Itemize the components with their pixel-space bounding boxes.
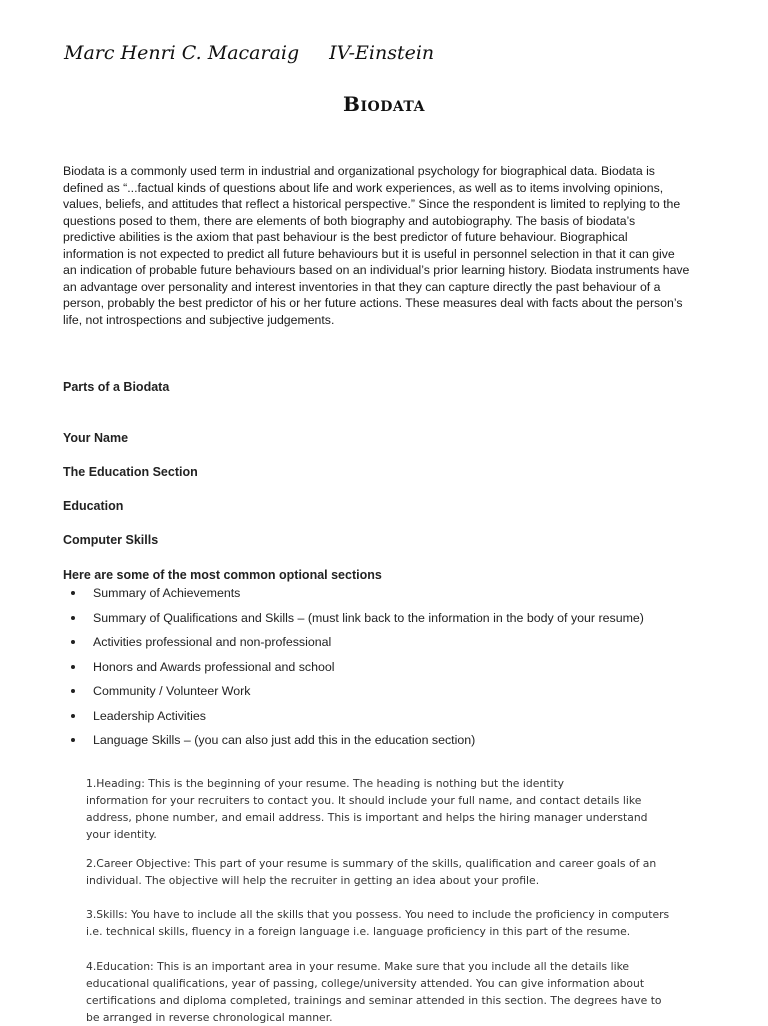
list-item [63, 634, 644, 659]
class-section: IV-Einstein [329, 42, 435, 64]
list-item-text: Language Skills – (you can also just add this in the education section) [93, 733, 476, 747]
intro-line: person, probably the best predictor of his or her future actions. These measures deal with facts about the person’s [63, 296, 683, 310]
heading-paragraph [86, 775, 726, 843]
intro-line: an advantage over personality and interest inventories in that they can capture directly the past behaviour of a [63, 279, 661, 294]
author-line [64, 42, 434, 64]
list-item-text: Summary of Achievements [93, 586, 241, 600]
bullet-icon [71, 640, 75, 644]
author-name: Marc Henri C. Macaraig [64, 42, 300, 64]
list-item [63, 610, 644, 635]
paragraph-line: educational qualifications, year of passing, college/university attended. You can give information about [86, 977, 645, 990]
list-item-text: Community / Volunteer Work [93, 684, 251, 698]
optional-sections-heading: Here are some of the most common optional sections [63, 568, 382, 582]
parts-heading: Parts of a Biodata [63, 380, 170, 394]
bullet-icon [71, 591, 75, 595]
intro-line: life, not introspections and subjective judgements. [63, 312, 335, 327]
bullet-icon [71, 616, 75, 620]
list-item-text: Activities professional and non-professional [93, 635, 332, 649]
bullet-icon [71, 689, 75, 693]
paragraph-line: be arranged in reverse chronological manner. [86, 1011, 333, 1024]
intro-line: predictive abilities is the axiom that past behaviour is the best predictor of future behaviour. Biographical [63, 230, 628, 244]
list-item [63, 585, 644, 610]
computer-skills-heading: Computer Skills [63, 533, 159, 547]
intro-line: questions posed to them, there are elements of both biography and autobiography. The basis of biodata’s [63, 213, 636, 228]
intro-line: defined as “...factual kinds of questions about life and work experiences, as well as to items involving opinions, [63, 180, 664, 195]
paragraph-line: 2.Career Objective: This part of your resume is summary of the skills, qualification and career goals of an [86, 857, 657, 870]
list-item-text: Summary of Qualifications and Skills – (must link back to the information in the body of your resume) [93, 610, 644, 625]
intro-paragraph [63, 163, 703, 328]
paragraph-line: address, phone number, and email address. This is important and helps the hiring manager understand [86, 811, 648, 824]
paragraph-line: 4.Education: This is an important area in your resume. Make sure that you include all the details like [86, 960, 630, 973]
intro-line: Biodata is a commonly used term in industrial and organizational psychology for biographical data. Biodata is [63, 164, 655, 178]
skills-paragraph [86, 906, 726, 940]
paragraph-line: 3.Skills: You have to include all the skills that you possess. You need to include the proficiency in computers [86, 908, 670, 921]
bullet-icon [71, 714, 75, 718]
career-objective-paragraph [86, 855, 726, 889]
education-heading: Education [63, 499, 124, 513]
paragraph-line: 1.Heading: This is the beginning of your resume. The heading is nothing but the identity [86, 777, 565, 790]
bullet-icon [71, 665, 75, 669]
paragraph-line: information for your recruiters to contact you. It should include your full name, and contact details like [86, 794, 642, 807]
paragraph-line: individual. The objective will help the recruiter in getting an idea about your profile. [86, 874, 540, 887]
list-item [63, 683, 644, 708]
paragraph-line: your identity. [86, 828, 157, 841]
list-item [63, 732, 644, 757]
optional-sections-list [63, 585, 644, 757]
list-item-text: Honors and Awards professional and school [93, 659, 335, 674]
list-item-text: Leadership Activities [93, 708, 206, 723]
paragraph-line: i.e. technical skills, fluency in a foreign language i.e. language proficiency in this part of the resume. [86, 925, 631, 938]
paragraph-line: certifications and diploma completed, trainings and seminar attended in this section. The degrees have to [86, 994, 662, 1007]
education-paragraph [86, 958, 726, 1026]
list-item [63, 708, 644, 733]
document-title: Biodata [343, 92, 425, 116]
intro-line: values, beliefs, and attitudes that reflect a historical perspective.” Since the respondent is limited to replying to the [63, 197, 681, 211]
education-section-heading: The Education Section [63, 465, 198, 479]
intro-line: information is not expected to predict all future behaviours but it is useful in personnel selection in that it can give [63, 246, 675, 261]
intro-line: an indication of probable future behaviours based on an individual’s prior learning history. Biodata instruments have [63, 263, 690, 277]
list-item [63, 659, 644, 684]
bullet-icon [71, 738, 75, 742]
your-name-heading: Your Name [63, 431, 129, 445]
